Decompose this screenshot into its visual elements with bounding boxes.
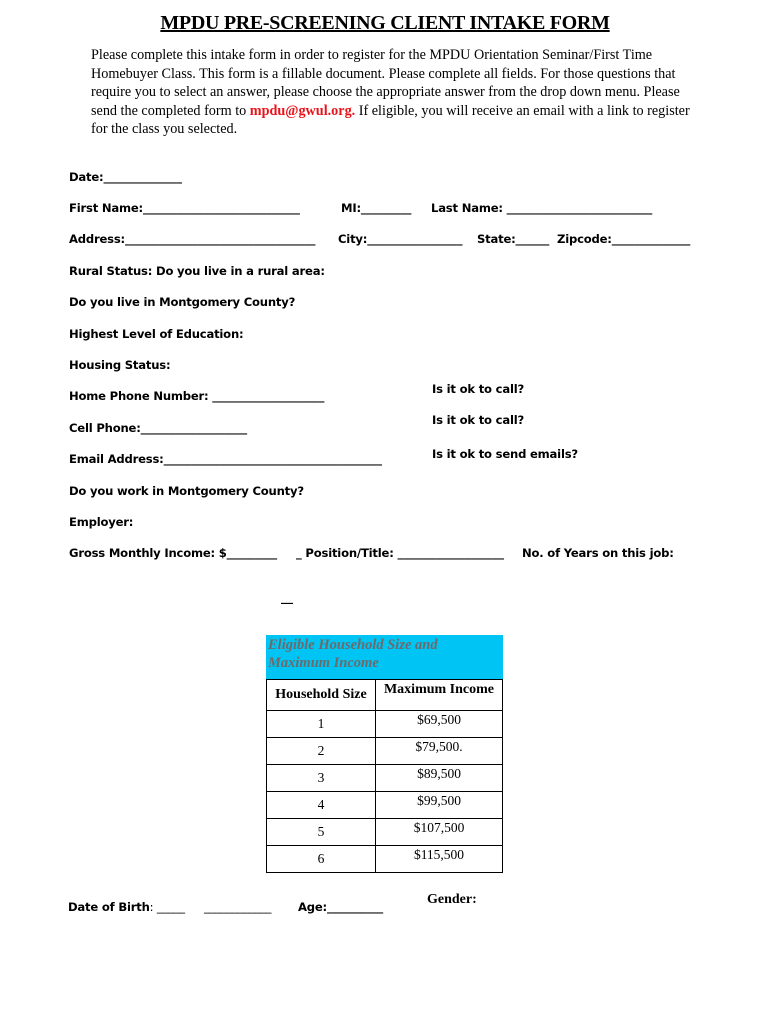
email-address-field[interactable]: Email Address:_______________________________________	[69, 452, 382, 466]
household-size-cell: 1	[267, 711, 376, 738]
address-field[interactable]: Address:__________________________________	[69, 232, 316, 246]
household-size-header: Household Size	[267, 680, 376, 711]
employer-field[interactable]: Employer:	[69, 515, 134, 529]
home-phone-field[interactable]: Home Phone Number: ____________________	[69, 389, 325, 403]
household-size-cell: 2	[267, 738, 376, 765]
income-table-caption: Eligible Household Size and Maximum Income	[268, 637, 438, 671]
years-on-job-label[interactable]: No. of Years on this job:	[522, 546, 674, 560]
housing-status-label[interactable]: Housing Status:	[69, 358, 171, 372]
stray-dash: __	[281, 590, 293, 604]
max-income-cell: $115,500	[376, 846, 503, 873]
max-income-cell: $107,500	[376, 819, 503, 846]
ok-to-email-label[interactable]: Is it ok to send emails?	[432, 447, 578, 461]
dob-blank[interactable]: : _____	[149, 900, 185, 914]
max-income-cell: $79,500.	[376, 738, 503, 765]
table-row	[267, 711, 503, 738]
city-field[interactable]: City:_________________	[338, 232, 463, 246]
intro-text: Please complete this intake form in order to register for the MPDU Orientation Seminar/First Time Homebuyer Class. This form is a fillable document. Please complete all fields. For those questions that require you to select an answer, please choose the appropriate answer from the drop down menu. Please send the completed form to	[91, 47, 680, 119]
education-label[interactable]: Highest Level of Education:	[69, 327, 244, 341]
intro-text-after: If eligible, you will receive an email with a link to register for the class you selected.	[91, 102, 690, 138]
household-size-cell: 5	[267, 819, 376, 846]
intro-paragraph	[91, 46, 701, 139]
household-size-cell: 3	[267, 765, 376, 792]
household-size-cell: 4	[267, 792, 376, 819]
max-income-cell: $69,500	[376, 711, 503, 738]
date-of-birth-field[interactable]	[68, 900, 185, 914]
gender-label[interactable]: Gender:	[427, 892, 477, 907]
income-table-caption-box	[266, 635, 503, 679]
table-row	[267, 738, 503, 765]
table-row	[267, 765, 503, 792]
table-row	[267, 792, 503, 819]
zipcode-field[interactable]: Zipcode:______________	[557, 232, 691, 246]
ok-to-call-home-label[interactable]: Is it ok to call?	[432, 382, 525, 396]
ok-to-call-cell-label[interactable]: Is it ok to call?	[432, 413, 525, 427]
income-table	[266, 679, 503, 873]
maximum-income-header: Maximum Income	[376, 680, 503, 711]
dob-label: Date of Birth	[68, 900, 150, 914]
household-size-cell: 6	[267, 846, 376, 873]
email-link[interactable]: mpdu@gwul.org.	[249, 102, 356, 119]
first-name-field[interactable]: First Name:____________________________	[69, 201, 300, 215]
max-income-cell: $89,500	[376, 765, 503, 792]
age-field[interactable]: Age:__________	[298, 900, 383, 914]
rural-status-label[interactable]: Rural Status: Do you live in a rural area:	[69, 264, 325, 278]
cell-phone-field[interactable]: Cell Phone:___________________	[69, 421, 247, 435]
table-row	[267, 819, 503, 846]
page-title: MPDU PRE-SCREENING CLIENT INTAKE FORM	[160, 12, 610, 34]
montgomery-work-label[interactable]: Do you work in Montgomery County?	[69, 484, 304, 498]
gross-income-field[interactable]: Gross Monthly Income: $_________	[69, 546, 278, 560]
montgomery-live-label[interactable]: Do you live in Montgomery County?	[69, 295, 296, 309]
position-title-field[interactable]: _ Position/Title: ___________________	[296, 546, 504, 560]
date-field[interactable]: Date:______________	[69, 170, 182, 184]
dob-blank-2[interactable]: ____________	[204, 900, 272, 914]
max-income-cell: $99,500	[376, 792, 503, 819]
table-row	[267, 846, 503, 873]
mi-field[interactable]: MI:_________	[341, 201, 412, 215]
last-name-field[interactable]: Last Name: __________________________	[431, 201, 653, 215]
state-field[interactable]: State:______	[477, 232, 550, 246]
income-table-header-row	[267, 680, 503, 711]
